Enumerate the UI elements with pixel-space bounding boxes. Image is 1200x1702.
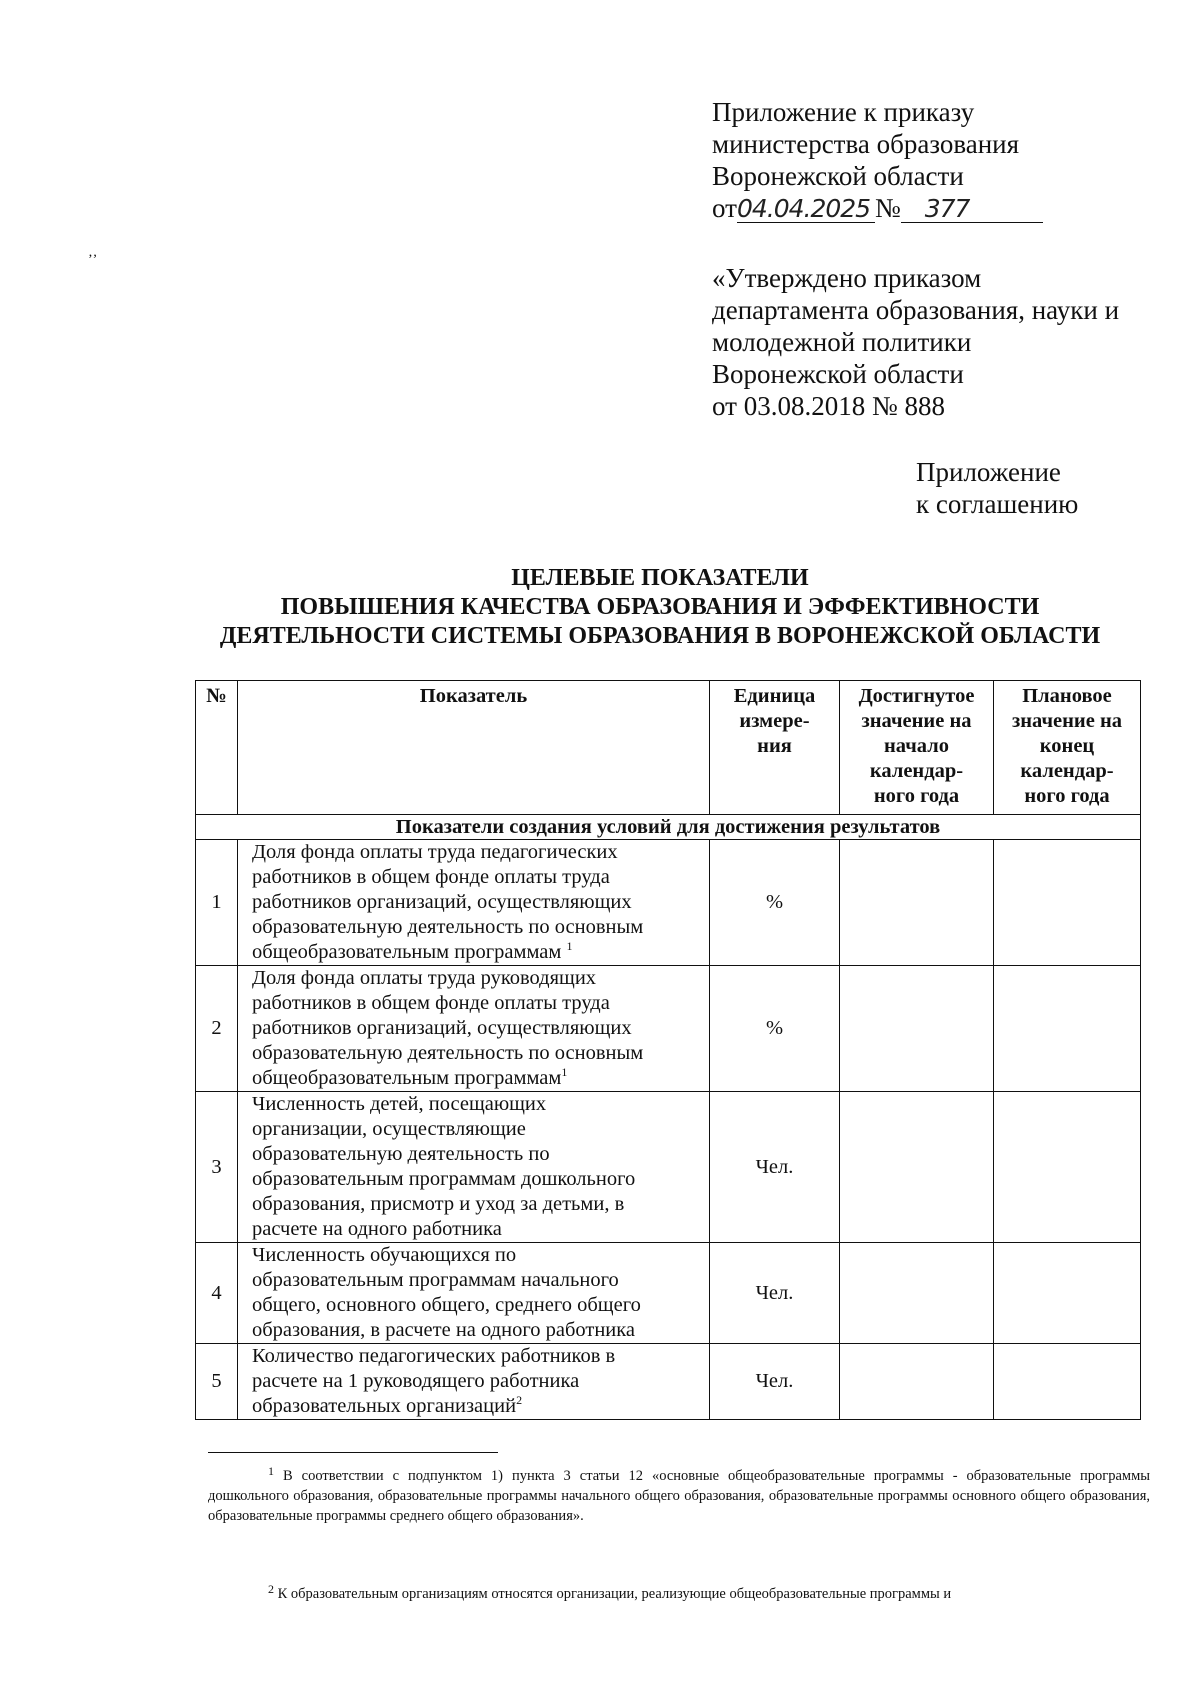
indicator-line [252, 940, 705, 965]
row-achieved-value [840, 840, 994, 966]
approved-line-5: от 03.08.2018 № 888 [712, 391, 945, 421]
row-num: 2 [196, 966, 238, 1092]
indicator-line: образовательную деятельность по основным [252, 1042, 644, 1064]
indicators-table [195, 680, 1141, 1420]
row-indicator [238, 1092, 710, 1243]
appendix-order-line-2: министерства образования [712, 129, 1020, 159]
appendix-agreement-line-1: Приложение [916, 457, 1061, 487]
header-achieved-line: календар- [869, 760, 964, 782]
table-row [196, 1243, 1141, 1344]
indicator-line: образования, в расчете на одного работника [252, 1319, 636, 1341]
row-num: 4 [196, 1243, 238, 1344]
indicator-line-text: общеобразовательным программам [252, 941, 562, 963]
row-planned-value [994, 966, 1141, 1092]
row-indicator [238, 1344, 710, 1420]
order-date-handwritten: 04.04.2025 [736, 194, 871, 223]
indicator-line: Количество педагогических работников в [252, 1345, 616, 1367]
header-unit-line: ния [757, 735, 792, 757]
footnote-ref: 1 [561, 1065, 568, 1079]
appendix-to-order [712, 96, 1043, 224]
header-achieved-line: ного года [873, 785, 960, 807]
indicator-line: расчете на 1 руководящего работника [252, 1370, 580, 1392]
row-unit: % [710, 840, 840, 966]
row-achieved-value [840, 1243, 994, 1344]
header-unit-line: Единица [733, 685, 816, 707]
title-line-1: ЦЕЛЕВЫЕ ПОКАЗАТЕЛИ [511, 565, 809, 591]
header-unit-line: измере- [739, 710, 810, 732]
order-number-sign: № [874, 193, 901, 223]
table-row [196, 966, 1141, 1092]
appendix-agreement-line-2: к соглашению [916, 489, 1079, 519]
row-num: 1 [196, 840, 238, 966]
footnote-1 [208, 1466, 1150, 1526]
row-indicator [238, 1243, 710, 1344]
appendix-to-agreement [916, 456, 1078, 520]
indicator-line: образовательным программам начального [252, 1269, 619, 1291]
indicator-line: Численность детей, посещающих [252, 1093, 547, 1115]
indicator-line: Доля фонда оплаты труда педагогических [252, 841, 618, 863]
table-header-row [196, 681, 1141, 815]
row-indicator [238, 966, 710, 1092]
header-planned-line: календар- [1020, 760, 1114, 782]
row-unit: Чел. [710, 1243, 840, 1344]
title-line-2: ПОВЫШЕНИЯ КАЧЕСТВА ОБРАЗОВАНИЯ И ЭФФЕКТИВНОСТИ [280, 594, 1040, 620]
row-planned-value [994, 840, 1141, 966]
indicator-line: Численность обучающихся по [252, 1244, 517, 1266]
order-date-line [712, 192, 1043, 224]
row-unit: % [710, 966, 840, 1092]
indicator-line: организации, осуществляющие [252, 1118, 526, 1140]
footnote-separator [208, 1452, 498, 1453]
row-achieved-value [840, 1344, 994, 1420]
header-indicator: Показатель [238, 681, 710, 815]
title-line-3: ДЕЯТЕЛЬНОСТИ СИСТЕМЫ ОБРАЗОВАНИЯ В ВОРОНЕЖСКОЙ ОБЛАСТИ [219, 623, 1101, 649]
row-achieved-value [840, 966, 994, 1092]
footnote-2-text: К образовательным организациям относятся организации, реализующие общеобразовательные программы и [277, 1586, 952, 1602]
indicator-line-text: общеобразовательным программам [252, 1067, 562, 1089]
approved-line-3: молодежной политики [712, 327, 972, 357]
approved-block [712, 262, 1119, 422]
approved-line-1: «Утверждено приказом [712, 263, 982, 293]
order-date-prefix: от [712, 193, 737, 223]
footnote-1-mark: 1 [268, 1464, 274, 1478]
appendix-order-line-1: Приложение к приказу [712, 97, 975, 127]
indicator-line: образовательную деятельность по основным [252, 916, 644, 938]
approved-line-4: Воронежской области [712, 359, 964, 389]
indicator-line: работников организаций, осуществляющих [252, 1017, 632, 1039]
row-planned-value [994, 1243, 1141, 1344]
indicator-line: общего, основного общего, среднего общего [252, 1294, 641, 1316]
header-planned-line: конец [1039, 735, 1095, 757]
section-title: Показатели создания условий для достижения результатов [196, 815, 1141, 840]
table-row [196, 1344, 1141, 1420]
footnote-1-text: В соответствии с подпунктом 1) пункта 3 статьи 12 «основные общеобразовательные программы - образовательные программы дошкольного образования, образовательные программы начального общего образования, образовательные программы основного общего образования, образовательные программы среднего общего образования». [208, 1468, 1150, 1524]
indicator-line: работников организаций, осуществляющих [252, 891, 632, 913]
header-planned-line: ного года [1024, 785, 1110, 807]
document-title [190, 564, 1130, 651]
row-planned-value [994, 1344, 1141, 1420]
header-unit [710, 681, 840, 815]
row-num: 5 [196, 1344, 238, 1420]
row-unit: Чел. [710, 1092, 840, 1243]
header-planned-line: значение на [1011, 710, 1123, 732]
row-planned-value [994, 1092, 1141, 1243]
header-achieved-line: Достигнутое [858, 685, 975, 707]
header-planned [994, 681, 1141, 815]
footnote-ref: 1 [566, 939, 573, 953]
table-row [196, 840, 1141, 966]
header-planned-line: Плановое [1022, 685, 1112, 707]
header-achieved-line: значение на [861, 710, 972, 732]
footnote-2-mark: 2 [268, 1582, 274, 1596]
indicator-line: образования, присмотр и уход за детьми, в [252, 1193, 625, 1215]
row-num: 3 [196, 1092, 238, 1243]
table-row [196, 1092, 1141, 1243]
indicator-line: расчете на одного работника [252, 1218, 502, 1240]
row-achieved-value [840, 1092, 994, 1243]
indicator-line: Доля фонда оплаты труда руководящих [252, 967, 597, 989]
header-achieved [840, 681, 994, 815]
header-num: № [196, 681, 238, 815]
header-achieved-line: начало [884, 735, 949, 757]
indicator-line [252, 1066, 705, 1091]
indicator-line [252, 1394, 705, 1419]
footnote-2 [208, 1584, 1150, 1604]
row-indicator [238, 840, 710, 966]
indicator-line: образовательным программам дошкольного [252, 1168, 636, 1190]
indicator-line: работников в общем фонде оплаты труда [252, 866, 610, 888]
order-number-handwritten: 377 [924, 194, 970, 223]
stray-mark: ‚‚ [88, 245, 98, 260]
indicator-line: работников в общем фонде оплаты труда [252, 992, 610, 1014]
indicator-line-text: образовательных организаций [252, 1395, 517, 1417]
row-unit: Чел. [710, 1344, 840, 1420]
appendix-order-line-3: Воронежской области [712, 161, 964, 191]
approved-line-2: департамента образования, науки и [712, 295, 1120, 325]
section-row [196, 815, 1141, 840]
footnote-ref: 2 [516, 1393, 523, 1407]
indicator-line: образовательную деятельность по [252, 1143, 550, 1165]
